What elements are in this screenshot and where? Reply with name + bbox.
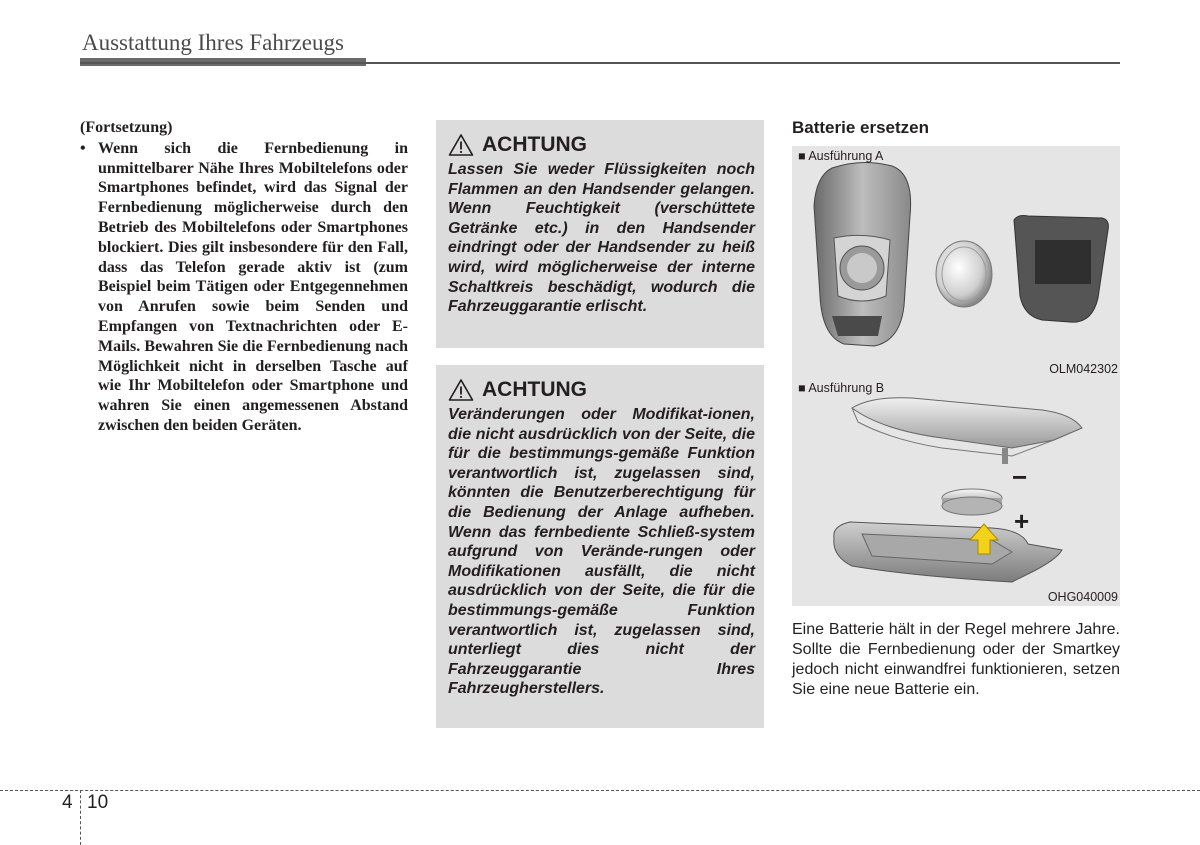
chapter-number: 4 xyxy=(62,792,73,813)
left-column xyxy=(80,118,408,436)
header-title: Ausstattung Ihres Fahrzeugs xyxy=(82,30,344,55)
battery-paragraph: Eine Batterie hält in der Regel mehrere Jahre. Sollte die Fernbedienung oder der Smartkey jedoch nicht einwandfrei funktionieren, setzen Sie eine neue Batterie ein. xyxy=(792,621,1120,698)
bullet-mark: • xyxy=(80,139,86,157)
figure-label: ■ Ausführung B xyxy=(798,381,885,395)
footer-rule xyxy=(0,790,1200,791)
bullet-item xyxy=(80,139,408,436)
page-number: 10 xyxy=(87,792,109,813)
figure-version-a xyxy=(792,146,1120,378)
warning-box-1 xyxy=(436,120,764,348)
plus-sign: + xyxy=(1014,506,1030,536)
warning-text: Lassen Sie weder Flüssigkeiten noch Flammen an den Handsender gelangen. Wenn Feuchtigkeit (verschüttete Getränke etc.) in den Handsender eindringt oder der Handsender zu heiß wird, wird möglicherweise der interne Schaltkreis beschädigt, wodurch die Fahrzeuggarantie erlischt. xyxy=(448,161,755,316)
figure-code: OHG040009 xyxy=(1047,590,1118,604)
section-title: Batterie ersetzen xyxy=(792,118,930,137)
figure-version-b xyxy=(792,378,1120,606)
warning-text: Veränderungen oder Modifikat-ionen, die nicht ausdrücklich von der Seite, die für die bestimmungs-gemäße Funktion verantwortlich ist, zugelassen sind, könnten die Benutzerberechtigung für die Bedienung der Anlage aufheben. Wenn das fernbediente Schließ-system aufgrund von Verände-rungen oder Modifikationen ausfällt, die nicht ausdrücklich von der Seite, die für die bestimmungs-gemäße Funktion verantwortlich ist, zugelassen sind, unterliegt dies nicht der Fahrzeuggarantie Ihres Fahrzeugherstellers. xyxy=(448,406,755,698)
minus-sign: − xyxy=(1012,462,1028,492)
warning-title: ACHTUNG xyxy=(482,133,587,156)
remote-key-battery-illustration xyxy=(792,146,1120,378)
footer-divider xyxy=(80,790,81,845)
figure-label: ■ Ausführung A xyxy=(798,149,884,163)
smartkey-battery-illustration xyxy=(792,378,1120,606)
warning-triangle-icon xyxy=(448,378,474,402)
warning-box-2 xyxy=(436,365,764,728)
figure-code: OLM042302 xyxy=(1049,362,1118,376)
header-rule xyxy=(80,62,1120,64)
warning-title: ACHTUNG xyxy=(482,378,587,401)
continuation-label: (Fortsetzung) xyxy=(80,119,173,136)
bullet-text: Wenn sich die Fernbedienung in unmittelbarer Nähe Ihres Mobiltelefons oder Smartphones befindet, wird das Signal der Fernbedienung möglicherweise durch den Betrieb des Mobiltelefons oder Smartphones blockiert. Dies gilt insbesondere für den Fall, dass das Telefon gerade aktiv ist (zum Beispiel beim Tätigen oder Entgegennehmen von Anrufen sowie beim Senden und Empfangen von Textnachrichten oder E-Mails. Bewahren Sie die Fernbedienung nach Möglichkeit nicht in derselben Tasche auf wie Ihr Mobiltelefon oder Smartphone und wahren Sie einen angemessenen Abstand zwischen den beiden Geräten. xyxy=(98,139,408,434)
warning-triangle-icon xyxy=(448,133,474,157)
